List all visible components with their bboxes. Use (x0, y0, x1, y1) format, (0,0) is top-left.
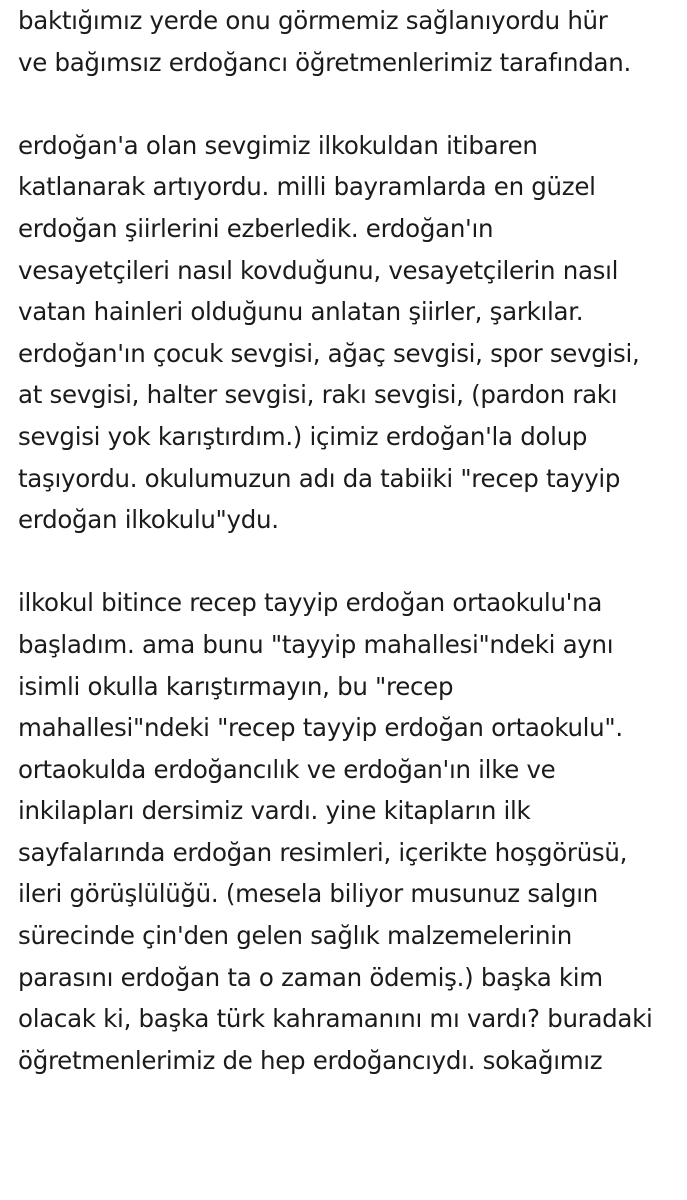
text-line: öğretmenlerimiz de hep erdoğancıydı. sokağımız (18, 1045, 603, 1075)
text-line: vesayetçileri nasıl kovduğunu, vesayetçilerin nasıl (18, 255, 619, 285)
text-line: erdoğan ilkokulu"ydu. (18, 505, 279, 535)
text-line: vatan hainleri olduğunu anlatan şiirler, şarkılar. (18, 297, 584, 327)
paragraph-gap (18, 541, 671, 583)
text-line: sevgisi yok karıştırdım.) içimiz erdoğan'la dolup (18, 421, 588, 451)
entry-text (18, 0, 671, 1081)
text-line: erdoğan'ın çocuk sevgisi, ağaç sevgisi, spor sevgisi, (18, 338, 640, 368)
text-line: olacak ki, başka türk kahramanını mı vardı? buradaki (18, 1004, 653, 1034)
text-line: ileri görüşlülüğü. (mesela biliyor musunuz salgın (18, 879, 599, 909)
text-line: ilkokul bitince recep tayyip erdoğan ortaokulu'na (18, 588, 603, 618)
text-line: erdoğan şiirlerini ezberledik. erdoğan'ın (18, 213, 494, 243)
text-line: ortaokulda erdoğancılık ve erdoğan'ın ilke ve (18, 754, 556, 784)
text-line: erdoğan'a olan sevgimiz ilkokuldan itibaren (18, 130, 538, 160)
text-line: inkilapları dersimiz vardı. yine kitapların ilk (18, 796, 531, 826)
text-line: isimli okulla karıştırmayın, bu "recep (18, 671, 454, 701)
text-line: parasını erdoğan ta o zaman ödemiş.) başka kim (18, 962, 603, 992)
text-line: at sevgisi, halter sevgisi, rakı sevgisi, (pardon rakı (18, 380, 618, 410)
text-line: mahallesi"ndeki "recep tayyip erdoğan ortaokulu". (18, 713, 623, 743)
paragraph-1 (18, 0, 671, 83)
paragraph-gap (18, 83, 671, 125)
paragraph-2 (18, 125, 671, 541)
text-line: sürecinde çin'den gelen sağlık malzemelerinin (18, 921, 573, 951)
text-line: sayfalarında erdoğan resimleri, içerikte hoşgörüsü, (18, 837, 628, 867)
text-line: katlanarak artıyordu. milli bayramlarda en güzel (18, 172, 596, 202)
text-line: taşıyordu. okulumuzun adı da tabiiki "recep tayyip (18, 463, 621, 493)
paragraph-3 (18, 582, 671, 1081)
text-line: başladım. ama bunu "tayyip mahallesi"ndeki aynı (18, 629, 614, 659)
text-line: baktığımız yerde onu görmemiz sağlanıyordu hür (18, 6, 608, 35)
text-line: ve bağımsız erdoğancı öğretmenlerimiz tarafından. (18, 47, 631, 77)
